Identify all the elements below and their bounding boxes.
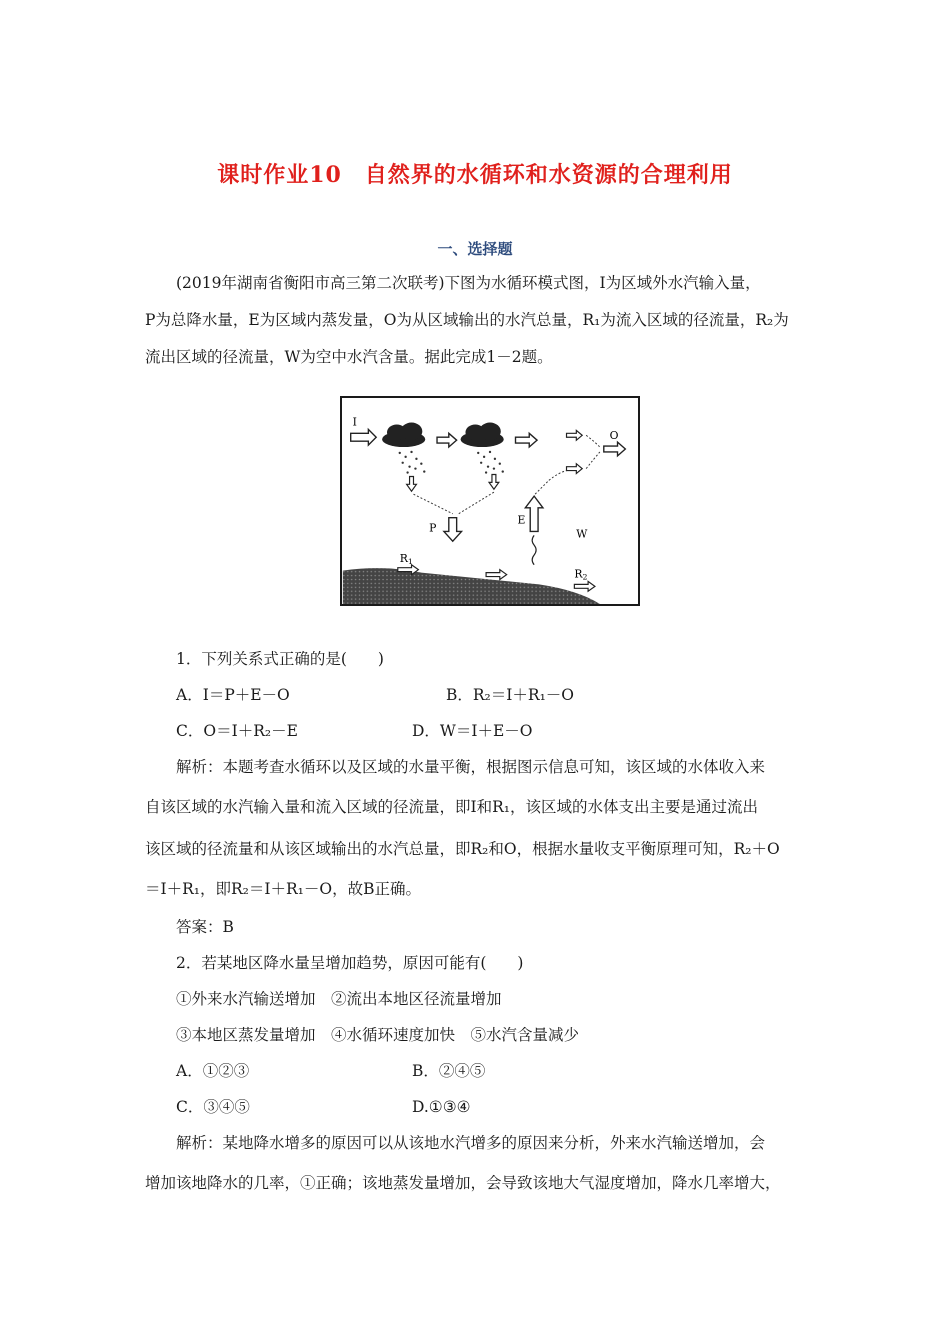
q2-analysis-2: 增加该地降水的几率，①正确；该地蒸发量增加，会导致该地大气湿度增加，降水几率增大， bbox=[145, 1174, 781, 1192]
label-P: P bbox=[429, 521, 437, 535]
q2-option-c: C．③④⑤ bbox=[176, 1098, 250, 1116]
cloud-icon bbox=[382, 423, 425, 474]
page-title: 课时作业10 自然界的水循环和水资源的合理利用 bbox=[217, 162, 733, 188]
label-O: O bbox=[609, 429, 619, 443]
q1-analysis-4: ＝I＋R₁，即R₂＝I＋R₁－O，故B正确。 bbox=[145, 880, 421, 898]
q2-items-1: ①外来水汽输送增加 ②流出本地区径流量增加 bbox=[176, 990, 502, 1008]
q1-answer: 答案：B bbox=[176, 918, 234, 936]
q1-stem: 1．下列关系式正确的是( ) bbox=[176, 650, 384, 668]
q1-option-d: D．W＝I＋E－O bbox=[412, 722, 533, 740]
q2-option-d: D.①③④ bbox=[412, 1098, 471, 1116]
intro-line-2: P为总降水量，E为区域内蒸发量，O为从区域输出的水汽总量，R₁为流入区域的径流量，R₂为 bbox=[145, 311, 789, 329]
q1-analysis-3: 该区域的径流量和从该区域输出的水汽总量，即R₂和O，根据水量收支平衡原理可知，R₂＋O bbox=[145, 840, 780, 858]
q2-items-2: ③本地区蒸发量增加 ④水循环速度加快 ⑤水汽含量减少 bbox=[176, 1026, 580, 1044]
q1-analysis-2: 自该区域的水汽输入量和流入区域的径流量，即I和R₁，该区域的水体支出主要是通过流出 bbox=[145, 798, 759, 816]
q1-analysis-1: 解析：本题考查水循环以及区域的水量平衡，根据图示信息可知，该区域的水体收入来 bbox=[176, 758, 766, 776]
q1-option-c: C．O＝I＋R₂－E bbox=[176, 722, 298, 740]
q1-option-b: B．R₂＝I＋R₁－O bbox=[446, 686, 574, 704]
input-arrow bbox=[351, 429, 377, 445]
intro-line-3: 流出区域的径流量，W为空中水汽含量。据此完成1－2题。 bbox=[145, 348, 553, 366]
cloud-icon bbox=[461, 423, 504, 474]
section-title: 一、选择题 bbox=[437, 240, 513, 258]
q1-option-a: A．I＝P＋E－O bbox=[176, 686, 290, 704]
label-R2: R2 bbox=[574, 567, 588, 582]
label-I: I bbox=[352, 415, 357, 429]
label-W: W bbox=[576, 527, 588, 541]
label-E: E bbox=[517, 513, 526, 527]
q2-stem: 2．若某地区降水量呈增加趋势，原因可能有( ) bbox=[176, 954, 524, 972]
label-R1: R1 bbox=[399, 551, 413, 566]
q2-option-b: B．②④⑤ bbox=[412, 1062, 486, 1080]
intro-line-1: (2019年湖南省衡阳市高三第二次联考)下图为水循环模式图，I为区域外水汽输入量， bbox=[176, 274, 761, 292]
water-cycle-diagram bbox=[340, 396, 640, 606]
q2-analysis-1: 解析：某地降水增多的原因可以从该地水汽增多的原因来分析，外来水汽输送增加，会 bbox=[176, 1134, 766, 1152]
q2-option-a: A．①②③ bbox=[176, 1062, 250, 1080]
